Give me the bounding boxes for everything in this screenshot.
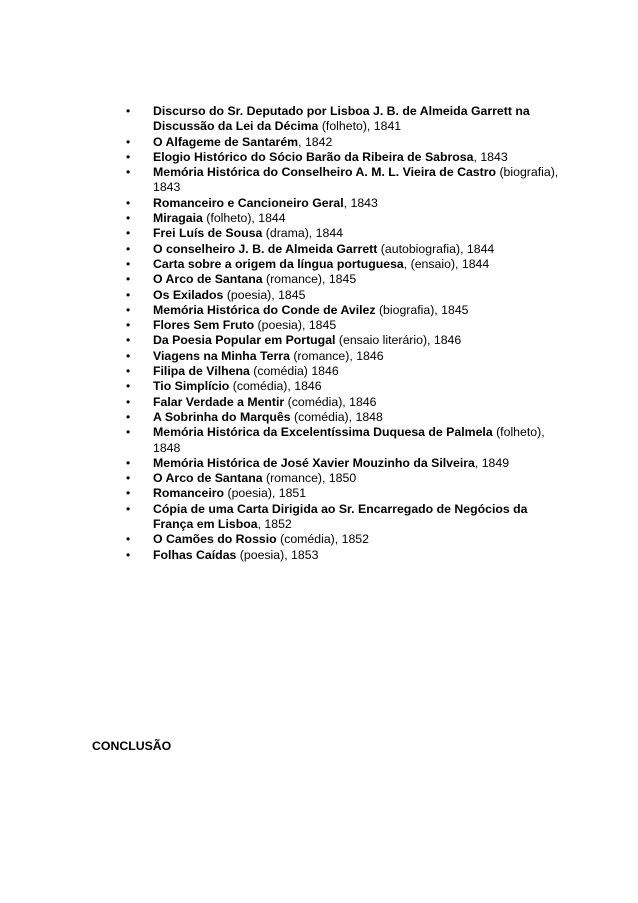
list-item [120,318,560,333]
bullet-icon: • [126,501,131,516]
work-title: Elogio Histórico do Sócio Barão da Ribeira de Sabrosa [153,149,474,164]
list-item [120,471,560,486]
work-detail: (comédia) 1846 [249,364,339,379]
list-item [120,379,560,394]
list-item [120,349,560,364]
bullet-icon: • [126,394,131,409]
work-detail: , (ensaio), 1844 [403,256,490,271]
list-item [120,196,560,211]
list-item [120,333,560,348]
work-detail: (folheto), 1848 [153,425,545,455]
work-title: Falar Verdade a Mentir [153,394,285,409]
work-title: Romanceiro e Cancioneiro Geral [153,195,344,210]
list-item [120,502,560,533]
bullet-icon: • [126,455,131,470]
work-detail: (romance), 1850 [262,471,357,486]
bullet-icon: • [126,134,131,149]
bullet-icon: • [126,104,131,118]
work-detail: (biografia), 1845 [375,302,469,317]
bullet-icon: • [126,471,131,486]
work-detail: (poesia), 1845 [223,287,306,302]
bullet-icon: • [126,287,131,302]
work-title: Os Exilados [153,287,224,302]
work-title: Tio Simplício [153,379,230,394]
bullet-icon: • [126,211,131,226]
work-title: Discurso do Sr. Deputado por Lisboa J. B. de Almeida Garrett na Discussão da Lei da Décima [153,104,530,134]
bullet-icon: • [126,364,131,379]
work-detail: (comédia), 1848 [290,409,383,424]
list-item [120,211,560,226]
work-title: O conselheiro J. B. de Almeida Garrett [153,241,378,256]
work-title: Memória Histórica de José Xavier Mouzinho da Silveira [153,455,475,470]
work-title: Flores Sem Fruto [153,318,255,333]
bullet-icon: • [126,195,131,210]
work-title: O Arco de Santana [153,272,263,287]
work-detail: , 1843 [473,149,508,164]
work-detail: (biografia), 1843 [153,165,559,195]
work-detail: , 1843 [343,195,378,210]
work-title: Memória Histórica do Conde de Avilez [153,302,376,317]
list-item [120,303,560,318]
work-title: Romanceiro [153,486,225,501]
list-item [120,456,560,471]
work-detail: , 1842 [298,134,333,149]
works-bullet-list [120,104,560,563]
list-item [120,104,560,135]
work-title: Carta sobre a origem da língua portuguesa [153,256,404,271]
work-detail: (romance), 1845 [262,272,357,287]
work-title: Filipa de Vilhena [153,364,250,379]
list-item [120,135,560,150]
bullet-icon: • [126,333,131,348]
work-detail: , 1852 [257,517,292,532]
list-item [120,395,560,410]
work-title: Memória Histórica da Excelentíssima Duquesa de Palmela [153,425,493,440]
bullet-icon: • [126,318,131,333]
work-detail: (autobiografia), 1844 [377,241,495,256]
work-title: Cópia de uma Carta Dirigida ao Sr. Encarregado de Negócios da França em Lisboa [153,501,528,532]
work-title: Memória Histórica do Conselheiro A. M. L. Vieira de Castro [153,165,497,180]
list-item [120,226,560,241]
work-detail: (folheto), 1844 [202,211,286,226]
bullet-icon: • [126,348,131,363]
bullet-icon: • [126,379,131,394]
work-detail: (comédia), 1852 [276,532,369,547]
bullet-icon: • [126,486,131,501]
work-title: O Arco de Santana [153,471,263,486]
bullet-icon: • [126,532,131,547]
work-title: O Alfageme de Santarém [153,134,299,149]
list-item [120,364,560,379]
list-item [120,288,560,303]
work-detail: (romance), 1846 [289,348,384,363]
work-detail: (poesia), 1845 [254,318,337,333]
bullet-icon: • [126,547,131,562]
list-item [120,272,560,287]
bullet-icon: • [126,241,131,256]
work-title: A Sobrinha do Marquês [153,409,291,424]
list-item [120,486,560,501]
work-detail: (comédia), 1846 [229,379,322,394]
work-title: Frei Luís de Sousa [153,226,263,241]
list-item [120,150,560,165]
bullet-icon: • [126,226,131,241]
work-title: Da Poesia Popular em Portugal [153,333,336,348]
bullet-icon: • [126,149,131,164]
bullet-icon: • [126,272,131,287]
work-detail: (poesia), 1853 [236,547,319,562]
bullet-icon: • [126,256,131,271]
bullet-icon: • [126,425,131,440]
list-item [120,410,560,425]
list-item [120,242,560,257]
work-detail: (folheto), 1841 [318,119,402,134]
bullet-icon: • [126,165,131,180]
list-item [120,165,560,196]
bullet-icon: • [126,409,131,424]
conclusion-heading: CONCLUSÃO [92,739,172,753]
work-title: O Camões do Rossio [153,532,277,547]
work-detail: (comédia), 1846 [284,394,377,409]
work-detail: (drama), 1844 [262,226,343,241]
work-detail: (poesia), 1851 [224,486,307,501]
list-item [120,548,560,563]
list-item [120,425,560,456]
work-detail: , 1849 [474,455,510,470]
work-detail: (ensaio literário), 1846 [335,333,462,348]
bullet-icon: • [126,302,131,317]
work-title: Miragaia [153,211,203,226]
list-item [120,532,560,547]
list-item [120,257,560,272]
work-title: Viagens na Minha Terra [153,348,290,363]
work-title: Folhas Caídas [153,547,237,562]
